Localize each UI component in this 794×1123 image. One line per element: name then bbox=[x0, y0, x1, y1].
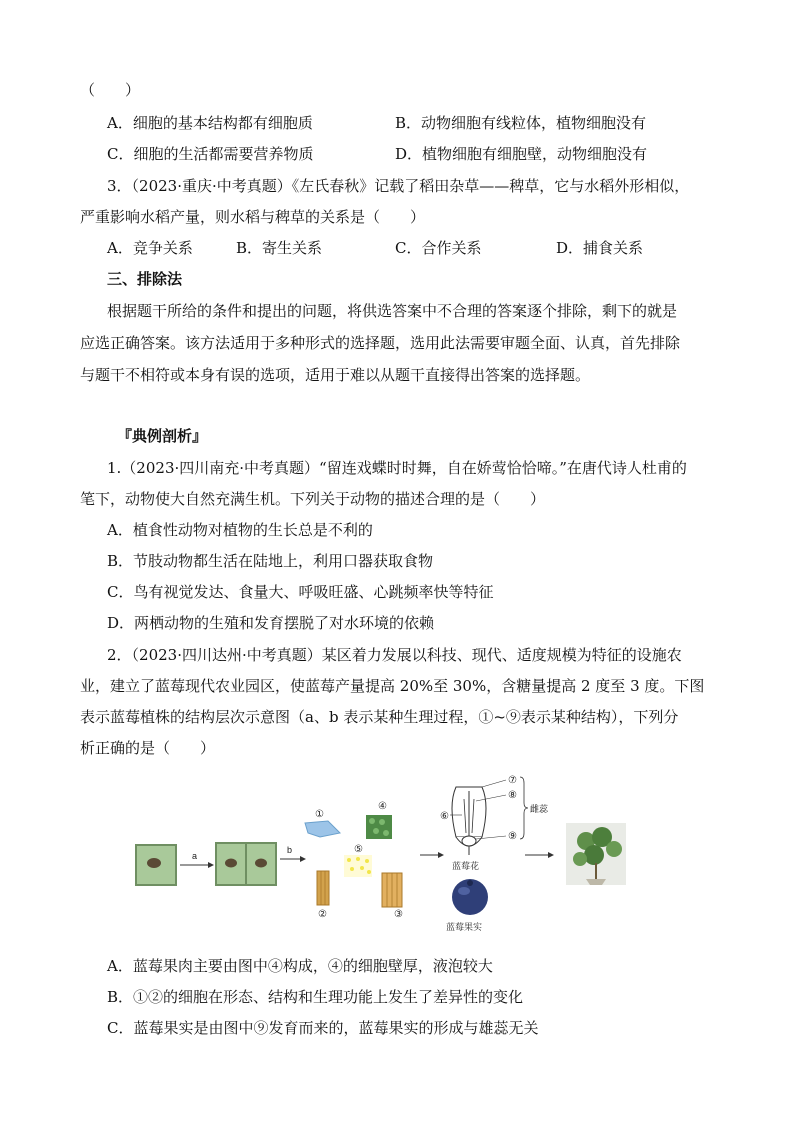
single-cell bbox=[136, 845, 176, 885]
divided-cells bbox=[216, 843, 276, 885]
q2-option-c: C．细胞的生活都需要营养物质 bbox=[107, 145, 314, 163]
q2-option-b: B．动物细胞有线粒体，植物细胞没有 bbox=[395, 114, 647, 132]
ex1-option-d: D．两栖动物的生殖和发育摆脱了对水环境的依赖 bbox=[107, 614, 435, 632]
q3-option-b: B．寄生关系 bbox=[236, 239, 323, 257]
q3-option-c: C．合作关系 bbox=[395, 239, 482, 257]
label-5: ⑤ bbox=[354, 844, 363, 855]
fruit-caption: 蓝莓果实 bbox=[446, 922, 483, 932]
section-heading: 三、排除法 bbox=[107, 270, 183, 288]
ex1-stem-line2: 笔下，动物使大自然充满生机。下列关于动物的描述合理的是（ ） bbox=[80, 490, 546, 508]
blueberry-plant bbox=[566, 823, 626, 885]
label-2: ② bbox=[318, 909, 327, 920]
ex1-stem-line1: 1.（2023·四川南充·中考真题）“留连戏蝶时时舞，自在娇莺恰恰啼。”在唐代诗人杜甫的 bbox=[107, 459, 687, 477]
q2-option-d: D．植物细胞有细胞壁，动物细胞没有 bbox=[395, 145, 648, 163]
label-9: ⑨ bbox=[508, 831, 517, 842]
label-3: ③ bbox=[394, 909, 403, 920]
q3-option-d: D．捕食关系 bbox=[556, 239, 644, 257]
ex2-option-c: C．蓝莓果实是由图中⑨发育而来的，蓝莓果实的形成与雄蕊无关 bbox=[107, 1019, 539, 1037]
q3-option-a: A．竞争关系 bbox=[107, 239, 193, 257]
ex1-option-a: A．植食性动物对植物的生长总是不利的 bbox=[107, 521, 373, 539]
label-8: ⑧ bbox=[508, 790, 517, 801]
arrow-b bbox=[280, 845, 306, 862]
ex2-stem-line4: 析正确的是（ ） bbox=[80, 739, 216, 757]
ex2-option-a: A．蓝莓果肉主要由图中④构成，④的细胞壁厚，液泡较大 bbox=[107, 957, 493, 975]
q2-option-a: A．细胞的基本结构都有细胞质 bbox=[107, 114, 313, 132]
ex1-option-b: B．节肢动物都生活在陆地上，利用口器获取食物 bbox=[107, 552, 434, 570]
label-1: ① bbox=[315, 809, 324, 820]
ex2-stem-line3: 表示蓝莓植株的结构层次示意图（a、b 表示某种生理过程，①~⑨表示某种结构），下列分 bbox=[80, 708, 679, 726]
ex2-stem-line2: 业，建立了蓝莓现代农业园区，使蓝莓产量提高 20%至 30%，含糖量提高 2 度至 3 度。下图 bbox=[80, 677, 705, 695]
arrow-a-label: a bbox=[192, 851, 198, 861]
label-7: ⑦ bbox=[508, 775, 517, 786]
tissue-1 bbox=[305, 809, 340, 837]
ex2-stem-line1: 2．（2023·四川达州·中考真题）某区着力发展以科技、现代、适度规模为特征的设施农 bbox=[107, 646, 682, 664]
arrow-to-flower bbox=[420, 852, 444, 858]
q3-stem-line1: 3．（2023·重庆·中考真题）《左氏春秋》记载了稻田杂草——稗草，它与水稻外形相似， bbox=[107, 177, 690, 195]
arrow-b-label: b bbox=[287, 845, 293, 855]
label-6: ⑥ bbox=[440, 811, 449, 822]
pistil-label: 雌蕊 bbox=[530, 804, 549, 814]
q3-stem-line2: 严重影响水稻产量，则水稻与稗草的关系是（ ） bbox=[80, 208, 426, 226]
blueberry-structure-diagram bbox=[130, 775, 640, 935]
arrow-to-plant bbox=[525, 852, 554, 858]
section-para-line3: 与题干不相符或本身有误的选项，适用于难以从题干直接得出答案的选择题。 bbox=[80, 366, 591, 384]
tissue-3 bbox=[382, 873, 403, 920]
section-para-line1: 根据题干所给的条件和提出的问题，将供选答案中不合理的答案逐个排除，剩下的就是 bbox=[107, 302, 678, 320]
tissue-2 bbox=[317, 871, 329, 920]
example-heading: 『典例剖析』 bbox=[117, 427, 208, 445]
section-para-line2: 应选正确答案。该方法适用于多种形式的选择题，选用此法需要审题全面、认真，首先排除 bbox=[80, 334, 681, 352]
ex2-option-b: B．①②的细胞在形态、结构和生理功能上发生了差异性的变化 bbox=[107, 988, 524, 1006]
arrow-a bbox=[180, 851, 214, 868]
tissue-4 bbox=[366, 801, 392, 839]
tissue-5 bbox=[344, 844, 372, 877]
ex1-option-c: C．鸟有视觉发达、食量大、呼吸旺盛、心跳频率快等特征 bbox=[107, 583, 494, 601]
question-paren: （ ） bbox=[80, 81, 141, 99]
label-4: ④ bbox=[378, 801, 387, 812]
flower-caption: 蓝莓花 bbox=[452, 861, 480, 871]
blueberry-fruit bbox=[446, 879, 488, 932]
blueberry-flower bbox=[440, 775, 549, 871]
